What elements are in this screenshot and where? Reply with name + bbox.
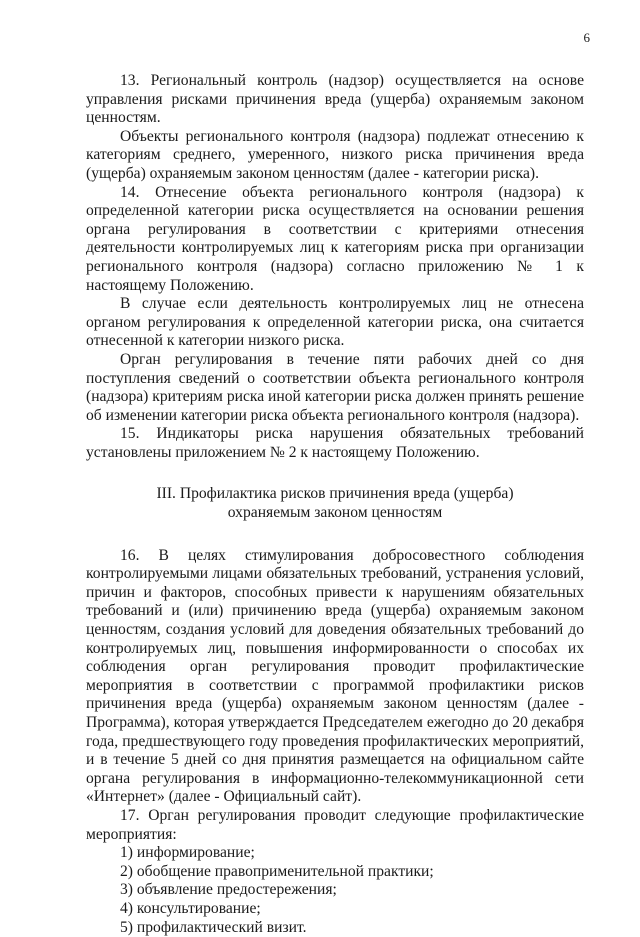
- paragraph-14: 14. Отнесение объекта регионального контроля (надзора) к определенной категории риска осуществляется на основании решения органа регулирования в соответствии с критериями отнесения деятельности контролируемых лиц к категориям риска при организации регионального контроля (надзора) согласно приложению № 1 к настоящему Положению.: [86, 183, 584, 294]
- paragraph-15: 15. Индикаторы риска нарушения обязательных требований установлены приложением № 2 к настоящему Положению.: [86, 425, 584, 461]
- paragraph-objects-categories: Объекты регионального контроля (надзора) подлежат отнесению к категориям среднего, умеренного, низкого риска причинения вреда (ущерба) охраняемым законом ценностям (далее - категории риска).: [86, 127, 584, 182]
- list-item: 5) профилактический визит.: [120, 918, 307, 936]
- document-body: [86, 72, 584, 937]
- list-item: 2) обобщение правоприменительной практики;: [120, 862, 434, 880]
- paragraph-low-risk-default: В случае если деятельность контролируемых лиц не отнесена органом регулирования к определенной категории риска, она считается отнесенной к категории низкого риска.: [86, 295, 584, 350]
- list-item: 3) объявление предостережения;: [120, 881, 337, 899]
- section-heading-line-2: охраняемым законом ценностям: [227, 504, 443, 522]
- paragraph-13: 13. Региональный контроль (надзор) осуществляется на основе управления рисками причинения вреда (ущерба) охраняемым законом ценностям.: [86, 72, 584, 127]
- preventive-measures-list: [86, 844, 584, 937]
- list-item: 4) консультирование;: [120, 899, 261, 917]
- paragraph-16: 16. В целях стимулирования добросовестного соблюдения контролируемыми лицами обязательных требований, устранения условий, причин и факторов, способных привести к нарушениям обязательных требований и (или) причинению вреда (ущерба) охраняемым законом ценностям, создания условий для доведения обязательных требований до контролируемых лиц, повышения информированности о способах их соблюдения орган регулирования проводит профилактические мероприятия в соответствии с программой профилактики рисков причинения вреда (ущерба) охраняемым законом ценностям (далее - Программа), которая утверждается Председателем ежегодно до 20 декабря года, предшествующего году проведения профилактических мероприятий, и в течение 5 дней со дня принятия размещается на официальном сайте органа регулирования в информационно-телекоммуникационной сети «Интернет» (далее - Официальный сайт).: [86, 546, 584, 806]
- paragraph-risk-change: Орган регулирования в течение пяти рабочих дней со дня поступления сведений о соответствии объекта регионального контроля (надзора) критериям риска иной категории риска должен принять решение об изменении категории риска объекта регионального контроля (надзора).: [86, 350, 584, 424]
- section-heading: [86, 485, 584, 522]
- list-item: 1) информирование;: [120, 844, 255, 862]
- paragraph-17: 17. Орган регулирования проводит следующие профилактические мероприятия:: [86, 806, 584, 843]
- page-number: 6: [583, 30, 590, 45]
- section-heading-line-1: III. Профилактика рисков причинения вреда (ущерба): [156, 485, 514, 503]
